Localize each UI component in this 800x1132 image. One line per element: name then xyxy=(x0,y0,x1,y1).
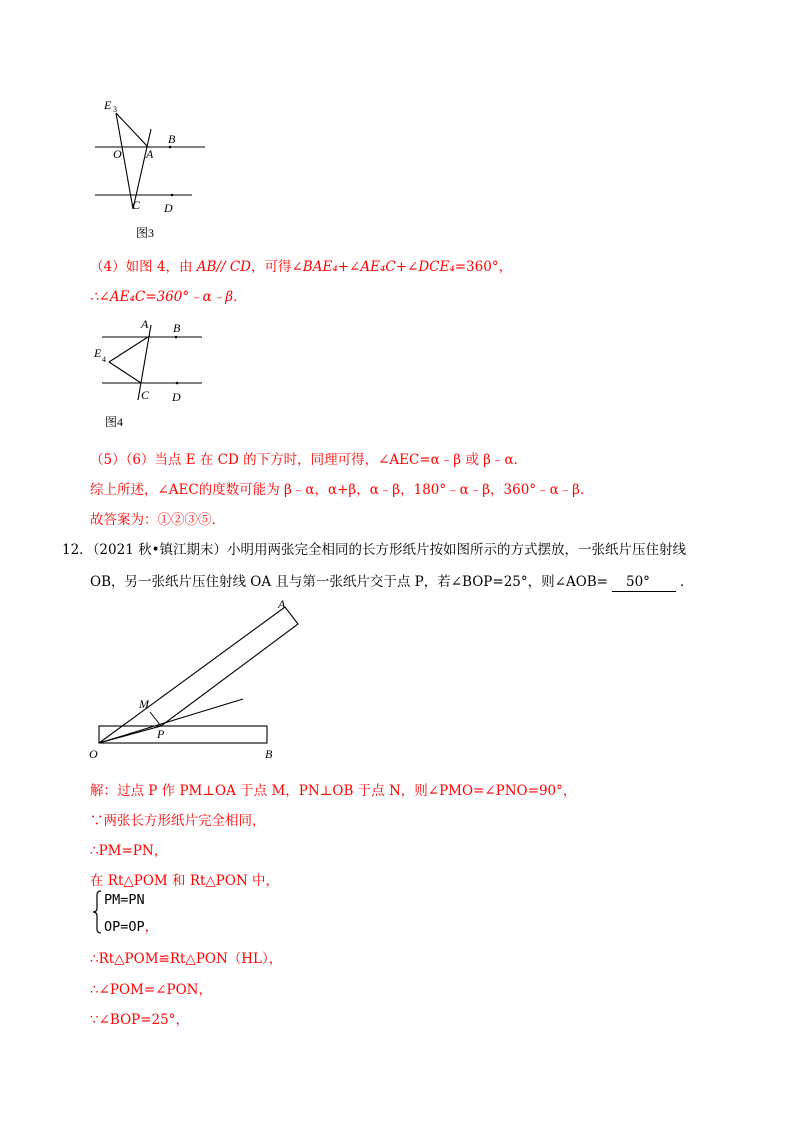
q12-text2-end: ． xyxy=(679,574,694,590)
fig4-label-d: D xyxy=(172,390,181,404)
figure-4-diagram xyxy=(85,315,215,435)
q12-label-p: P xyxy=(157,727,165,741)
case4-prefix: （4）如图 4，由 xyxy=(90,259,197,275)
figure-q12-diagram xyxy=(85,595,315,765)
case56-line: （5）（6）当点 E 在 CD 的下方时，同理可得，∠AEC=α﹣β 或 β﹣α． xyxy=(90,452,528,468)
case4-end: =360°， xyxy=(454,259,513,275)
q12-number: 12． xyxy=(62,542,93,558)
case4-parallel: AB// CD xyxy=(196,259,251,275)
fig3-label-a: A xyxy=(146,147,154,161)
case4-angles: BAE₄+∠AE₄C+∠DCE₄ xyxy=(302,259,455,275)
sol-line2: ∵两张长方形纸片完全相同， xyxy=(90,813,266,829)
answer-line: 故答案为：①②③⑤． xyxy=(90,512,225,528)
system-eq2 xyxy=(104,915,158,935)
q12-line1 xyxy=(62,541,686,559)
figure-3 xyxy=(80,95,210,245)
sol-line7: ∵∠BOP=25°， xyxy=(90,1012,189,1028)
figure-3-diagram xyxy=(80,95,210,245)
sol-line6: ∴∠POM=∠PON， xyxy=(90,982,212,998)
q12-label-b: B xyxy=(265,747,273,761)
fig4-label-e-sub: 4 xyxy=(102,355,106,364)
q12-label-a: A xyxy=(278,597,286,611)
fig3-caption: 图3 xyxy=(136,226,155,240)
q12-text2: OB，另一张纸片压住射线 OA 且与第一张纸片交于点 P，若∠BOP=25°，则∠AOB= xyxy=(90,574,608,590)
q12-line2 xyxy=(90,573,693,592)
fig3-label-e-sub: 3 xyxy=(113,105,117,114)
fig4-label-a: A xyxy=(141,317,149,331)
sol-line1: 解：过点 P 作 PM⊥OA 于点 M，PN⊥OB 于点 N，则∠PMO=∠PNO=90°， xyxy=(90,783,577,799)
fig3-label-b: B xyxy=(168,132,176,146)
fig3-label-d: D xyxy=(164,201,173,215)
q12-source: （2021 秋•镇江期末） xyxy=(92,542,228,558)
fig4-label-c: C xyxy=(141,388,150,402)
system-brace xyxy=(92,890,102,934)
case4-line xyxy=(90,258,512,276)
case4-mid: ，可得∠ xyxy=(250,259,303,275)
fig3-label-c: C xyxy=(132,198,141,212)
q12-label-m: M xyxy=(139,697,149,711)
fig3-label-o: O xyxy=(113,147,122,161)
sol-line5: ∴Rt△POM≌Rt△PON（HL）， xyxy=(90,951,283,967)
system-eq2-text: OP=OP xyxy=(104,919,145,935)
case4-result: ∴∠AE₄C=360°﹣α﹣β． xyxy=(90,289,247,305)
q12-answer-blank: 50° xyxy=(612,573,676,592)
system-eq2-tail: ， xyxy=(144,919,159,935)
system-eq1: PM=PN xyxy=(104,892,145,908)
fig3-label-e: E xyxy=(104,98,112,112)
figure-4 xyxy=(85,315,215,435)
q12-label-o: O xyxy=(89,747,98,761)
fig4-caption: 图4 xyxy=(105,415,124,429)
fig4-label-b: B xyxy=(173,321,181,335)
q12-text1: 小明用两张完全相同的长方形纸片按如图所示的方式摆放，一张纸片压住射线 xyxy=(227,542,687,558)
figure-q12 xyxy=(85,595,315,765)
summary-line: 综上所述，∠AEC的度数可能为 β﹣α，α+β，α﹣β，180°﹣α﹣β，360°﹣α﹣β． xyxy=(90,482,594,498)
fig4-label-e: E xyxy=(94,346,102,360)
sol-line3: ∴PM=PN， xyxy=(90,843,168,859)
sol-line4: 在 Rt△POM 和 Rt△PON 中， xyxy=(90,873,280,889)
